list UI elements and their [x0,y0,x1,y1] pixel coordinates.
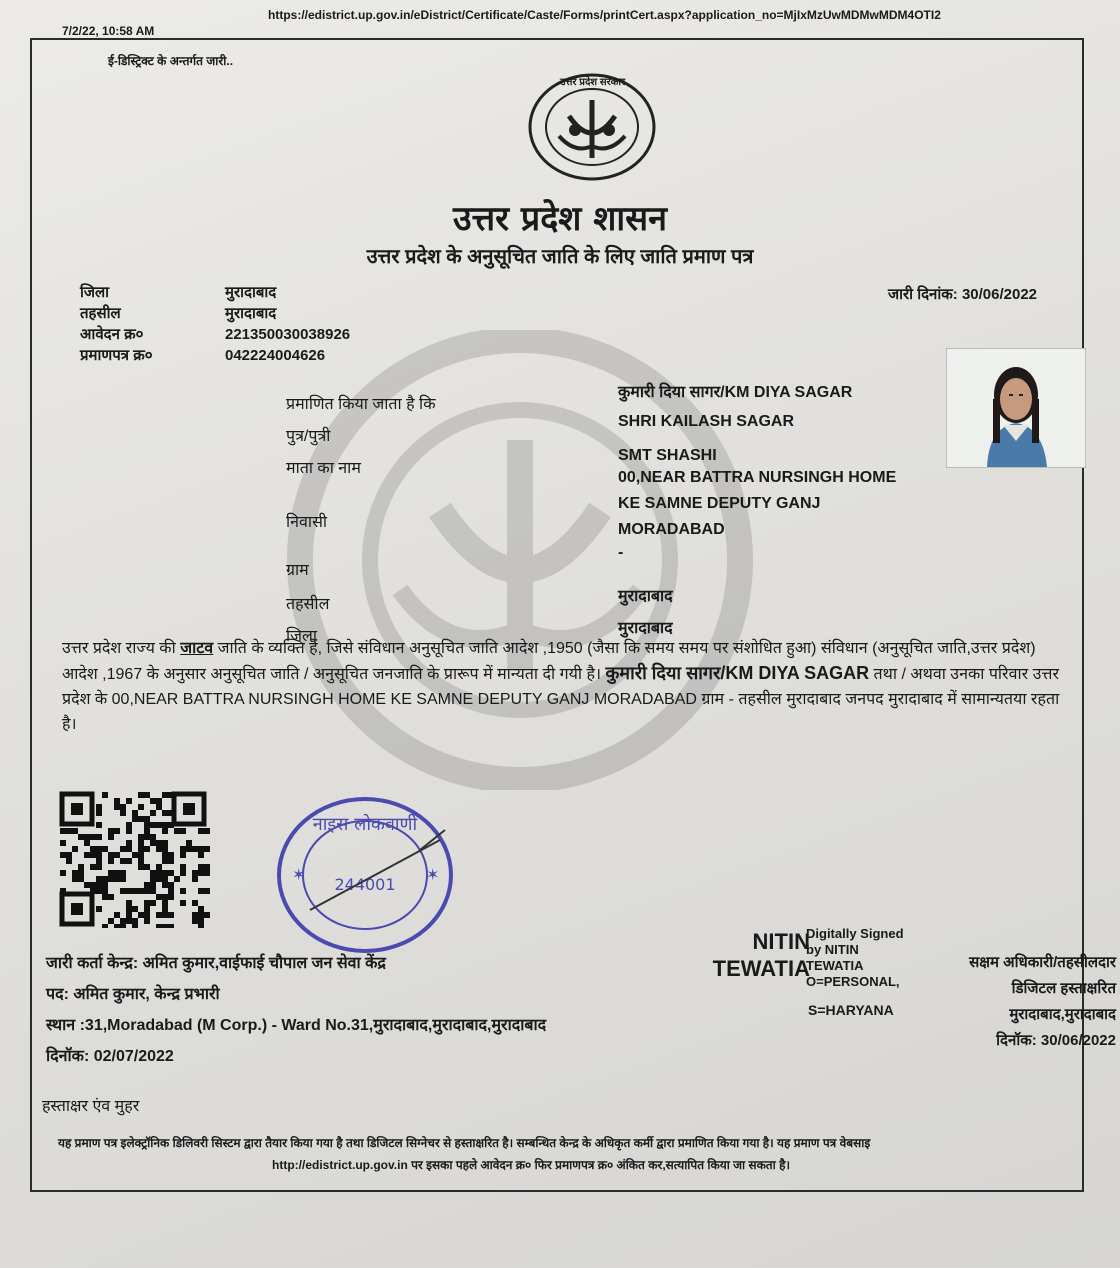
issue-date: जारी दिनांक: 30/06/2022 [888,286,1038,303]
emblem-text: उत्तर प्रदेश सरकार [560,77,626,88]
statement-part2: जाति के व्यक्ति हैं, जिसे संविधान अनुसूचित जाति आदेश ,1950 (जैसा कि समय समय पर संशोधित हुआ) संविधान (अनुसूचित जाति,उत्तर प्रदेश) आदेश ,1967 के अनुसार अनुसूचित जाति / अनुसूचित जनजाति के प्रारूप में मान्यता दी गयी है। [62,640,1036,683]
official-seal-icon [270,790,460,960]
issuer-block [46,948,546,1072]
applicant-photo [946,348,1086,468]
resident-line2: KE SAMNE DEPUTY GANJ [618,495,821,512]
authority-line2: डिजिटल हस्ताक्षरित [1011,980,1116,997]
district-label: जिला [286,628,318,645]
signer-name-line2: TEWATIA [712,956,810,981]
tehsil-label: तहसील [286,596,330,613]
statement-person-name: कुमारी दिया सागर/KM DIYA SAGAR [605,663,870,683]
certificate-meta [80,282,350,366]
resident-line3: MORADABAD [618,521,725,538]
certified-label: प्रमाणित किया जाता है कि [286,396,436,413]
certificate-title: उत्तर प्रदेश के अनुसूचित जाति के लिए जाति प्रमाण पत्र [366,246,754,268]
seal-code: 244001 [334,875,396,894]
mother-name-value: SMT SHASHI [618,447,717,464]
print-url: https://edistrict.up.gov.in/eDistrict/Certificate/Caste/Forms/printCert.aspx?application_no=MjIxMzUwMDMwMDM4OTI2 [268,8,941,22]
issuer-post: पद: अमित कुमार, केन्द्र प्रभारी [46,986,220,1003]
seal-text: नाइस लोकवाणी [312,814,418,835]
child-of-value: SHRI KAILASH SAGAR [618,413,795,430]
government-title: उत्तर प्रदेश शासन [452,199,667,239]
village-label: ग्राम [286,562,309,579]
meta-certificate-label: प्रमाणपत्र क्र० [80,347,153,364]
statement-part3: तथा / अथवा उनका परिवार उत्तर प्रदेश के 00,NEAR BATTRA NURSINGH HOME KE SAMNE DEPUTY GANJ MORADABAD ग्राम - तहसील मुरादाबाद जनपद मुरादाबाद में सामान्यतया रहता है। [62,666,1060,733]
resident-label: निवासी [286,514,328,531]
issuer-place: स्थान :31,Moradabad (M Corp.) - Ward No.31,मुरादाबाद,मुरादाबाद,मुरादाबाद [46,1017,547,1034]
svg-text:✶: ✶ [292,867,306,884]
issuer-center: जारी कर्ता केन्द्र: अमित कुमार,वाईफाई चौपाल जन सेवा केंद्र [46,955,386,972]
certified-value: कुमारी दिया सागर/KM DIYA SAGAR [618,384,853,401]
meta-tehsil-label: तहसील [80,305,121,322]
district-value: मुरादाबाद [618,620,673,637]
tehsil-value: मुरादाबाद [618,588,673,605]
meta-district-value: मुरादाबाद [225,284,277,301]
signature-state: S=HARYANA [808,1002,894,1018]
signature-info-line4: O=PERSONAL, [806,974,900,989]
resident-line1: 00,NEAR BATTRA NURSINGH HOME [618,469,897,486]
competent-authority-block [920,950,1116,1054]
authority-line1: सक्षम अधिकारी/तहसीलदार [969,954,1116,971]
digital-signature-info [806,926,904,990]
meta-certificate-value: 042224004626 [225,347,326,364]
meta-district-label: जिला [80,284,110,301]
signature-info-line1: Digitally Signed [806,926,904,941]
meta-application-label: आवेदन क्र० [80,326,144,343]
statement-part1: उत्तर प्रदेश राज्य की [62,640,176,657]
sign-and-seal-label: हस्ताक्षर एंव मुहर [42,1098,140,1115]
person-photo-icon [947,349,1085,467]
issued-under-note: ई-डिस्ट्रिक्ट के अन्तर्गत जारी.. [108,54,234,68]
mother-name-label: माता का नाम [286,460,361,477]
village-value: - [618,544,624,561]
signer-name-line1: NITIN [752,929,810,954]
footer-note-line2: http://edistrict.up.gov.in पर इसका पहले आवेदन क्र० फिर प्रमाणपत्र क्र० अंकित कर,सत्यापित किया जा सकता है। [272,1158,791,1172]
meta-application-value: 221350030038926 [225,326,351,343]
digital-signer-name [700,928,810,982]
certificate-statement [62,636,1072,737]
authority-date: दिनॉक: 30/06/2022 [996,1032,1116,1049]
footer-note-line1: यह प्रमाण पत्र इलेक्ट्रॉनिक डिलिवरी सिस्टम द्वारा तैयार किया गया है तथा डिजिटल सिग्नेचर से हस्ताक्षरित है। सम्बन्धित केन्द्र के अधिकृत कर्मी द्वारा प्रमाणित किया गया है। यह प्रमाण पत्र वेबसाइ [58,1136,871,1150]
print-datetime: 7/2/22, 10:58 AM [62,24,155,38]
signature-info-line2: by NITIN [806,942,859,957]
qr-code-icon [58,790,210,928]
signature-info-line3: TEWATIA [806,958,864,973]
caste-name: जाटव [180,640,214,657]
issuer-date: दिनॉक: 02/07/2022 [46,1048,174,1065]
meta-tehsil-value: मुरादाबाद [225,305,277,322]
up-govt-emblem-icon [527,72,657,182]
authority-line3: मुरादाबाद,मुरादाबाद [1009,1006,1116,1023]
svg-text:✶: ✶ [426,867,440,884]
child-of-label: पुत्र/पुत्री [286,428,331,445]
